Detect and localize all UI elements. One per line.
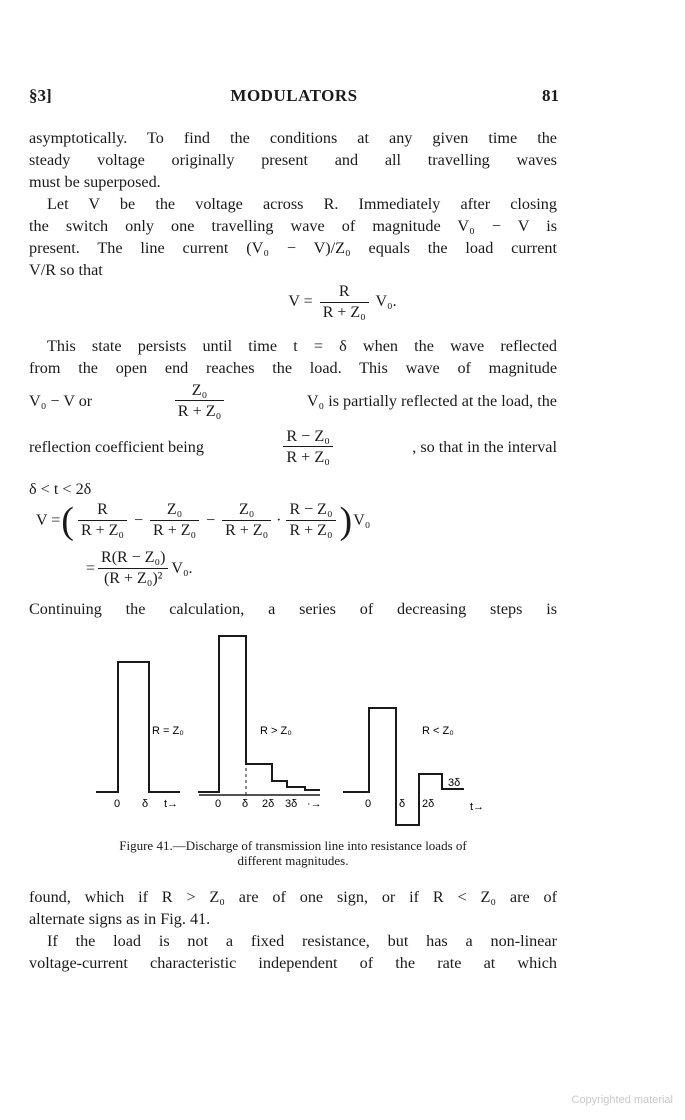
text-fragment: V₀ − V or bbox=[29, 391, 93, 410]
equation-2 bbox=[36, 500, 536, 541]
panel-2-tick-0: 0 bbox=[215, 798, 222, 810]
fraction bbox=[175, 380, 225, 421]
fraction bbox=[78, 500, 127, 541]
text-line: voltage-current characteristic independent of the rate at which bbox=[29, 954, 557, 972]
text-fragment: , so that in the interval bbox=[412, 437, 557, 456]
text-line: asymptotically. To find the conditions at any given time the bbox=[29, 129, 557, 147]
text-line: alternate signs as in Fig. 41. bbox=[29, 910, 211, 928]
figure-41 bbox=[92, 628, 522, 833]
fraction bbox=[222, 500, 271, 541]
interval-line bbox=[29, 478, 557, 500]
fraction-denominator: (R + Z₀)² bbox=[103, 570, 163, 587]
panel-2-tick-3: 3δ bbox=[285, 798, 298, 810]
text-line: the switch only one travelling wave of magnitude V₀ − V is bbox=[29, 217, 557, 235]
text-line: δ < t < 2δ bbox=[29, 480, 92, 498]
fraction-denominator: R + Z₀ bbox=[286, 448, 330, 466]
text-line: V/R so that bbox=[29, 261, 103, 279]
section-marker: §3] bbox=[29, 86, 52, 105]
panel-2-waveform bbox=[198, 636, 320, 792]
minus-sign: − bbox=[206, 511, 216, 529]
fraction-numerator: R − Z₀ bbox=[286, 500, 335, 521]
equation-lhs: = bbox=[86, 559, 96, 577]
panel-2-tick-4: ·→ bbox=[307, 798, 322, 810]
page-header bbox=[29, 86, 559, 108]
text-line: must be superposed. bbox=[29, 173, 161, 191]
panel-2-tick-2: 2δ bbox=[262, 798, 275, 810]
fraction bbox=[320, 282, 369, 323]
paragraph-4 bbox=[29, 598, 557, 620]
text-line: If the load is not a fixed resistance, but has a non-linear bbox=[47, 932, 557, 950]
panel-2-tick-1: δ bbox=[242, 798, 249, 810]
equation-lhs: V = bbox=[36, 511, 61, 529]
text-line: steady voltage originally present and all travelling waves bbox=[29, 151, 557, 169]
page-number: 81 bbox=[542, 86, 559, 105]
equation-1 bbox=[0, 282, 685, 323]
fraction-denominator: R + Z₀ bbox=[225, 522, 269, 539]
paragraph-3-reflection bbox=[29, 426, 557, 467]
panel-3-tick-0: 0 bbox=[365, 798, 372, 810]
fraction bbox=[283, 426, 333, 467]
fraction-denominator: R + Z₀ bbox=[177, 402, 222, 420]
caption-line: Figure 41.—Discharge of transmission line into resistance loads of bbox=[119, 838, 467, 853]
fraction-numerator: Z₀ bbox=[175, 380, 225, 401]
equation-tail: V₀. bbox=[171, 559, 193, 577]
fraction-denominator: R + Z₀ bbox=[289, 522, 333, 539]
text-line: found, which if R > Z₀ are of one sign, or if R < Z₀ are of bbox=[29, 888, 557, 906]
panel-1-label: R = Z₀ bbox=[152, 725, 184, 737]
dot-operator: · bbox=[276, 511, 282, 529]
panel-3-tick-3: 3δ bbox=[448, 777, 461, 789]
paragraph-3-inline-fraction bbox=[29, 380, 557, 421]
paragraph-1 bbox=[29, 127, 557, 193]
fraction-numerator: R − Z₀ bbox=[283, 426, 333, 447]
panel-3-label: R < Z₀ bbox=[422, 725, 454, 737]
fraction-numerator: Z₀ bbox=[222, 500, 271, 521]
text-line: Let V be the voltage across R. Immediately after closing bbox=[47, 195, 557, 213]
panel-3-tick-2: 2δ bbox=[422, 798, 435, 810]
panel-3-tick-1: δ bbox=[399, 798, 406, 810]
right-paren: ) bbox=[339, 499, 353, 542]
text-fragment: reflection coefficient being bbox=[29, 437, 204, 456]
panel-1-tick-2: t→ bbox=[164, 798, 179, 810]
panel-1-tick-0: 0 bbox=[114, 798, 121, 810]
text-line: present. The line current (V₀ − V)/Z₀ equals the load current bbox=[29, 239, 557, 257]
equation-lhs: V = bbox=[288, 293, 313, 311]
text-line: This state persists until time t = δ when the wave reflected bbox=[47, 337, 557, 355]
fraction-numerator: R bbox=[320, 282, 369, 303]
minus-sign: − bbox=[134, 511, 144, 529]
paragraph-2 bbox=[29, 193, 557, 281]
left-paren: ( bbox=[61, 499, 74, 542]
fraction-denominator: R + Z₀ bbox=[153, 522, 197, 539]
watermark: Copyrighted material bbox=[571, 1094, 673, 1106]
text-line: from the open end reaches the load. This wave of magnitude bbox=[29, 359, 557, 377]
fraction bbox=[286, 500, 335, 541]
equation-3 bbox=[86, 548, 193, 589]
panel-2-label: R > Z₀ bbox=[260, 725, 292, 737]
fraction-numerator: Z₀ bbox=[150, 500, 199, 521]
caption-line: different magnitudes. bbox=[237, 853, 349, 868]
paragraph-5 bbox=[29, 886, 557, 974]
fraction-denominator: R + Z₀ bbox=[322, 304, 366, 321]
paragraph-3 bbox=[29, 335, 557, 379]
equation-tail: V₀ bbox=[353, 511, 371, 529]
text-fragment: V₀ is partially reflected at the load, the bbox=[306, 391, 557, 410]
equation-tail: V₀. bbox=[375, 293, 397, 311]
text-line: Continuing the calculation, a series of decreasing steps is bbox=[29, 600, 557, 618]
panel-3-tick-4: t→ bbox=[470, 801, 485, 813]
fraction bbox=[150, 500, 199, 541]
figure-caption bbox=[29, 838, 557, 868]
fraction bbox=[98, 548, 168, 589]
fraction-numerator: R(R − Z₀) bbox=[98, 548, 168, 569]
fraction-denominator: R + Z₀ bbox=[80, 522, 124, 539]
page-title: MODULATORS bbox=[230, 86, 358, 105]
panel-1-tick-1: δ bbox=[142, 798, 149, 810]
fraction-numerator: R bbox=[78, 500, 127, 521]
